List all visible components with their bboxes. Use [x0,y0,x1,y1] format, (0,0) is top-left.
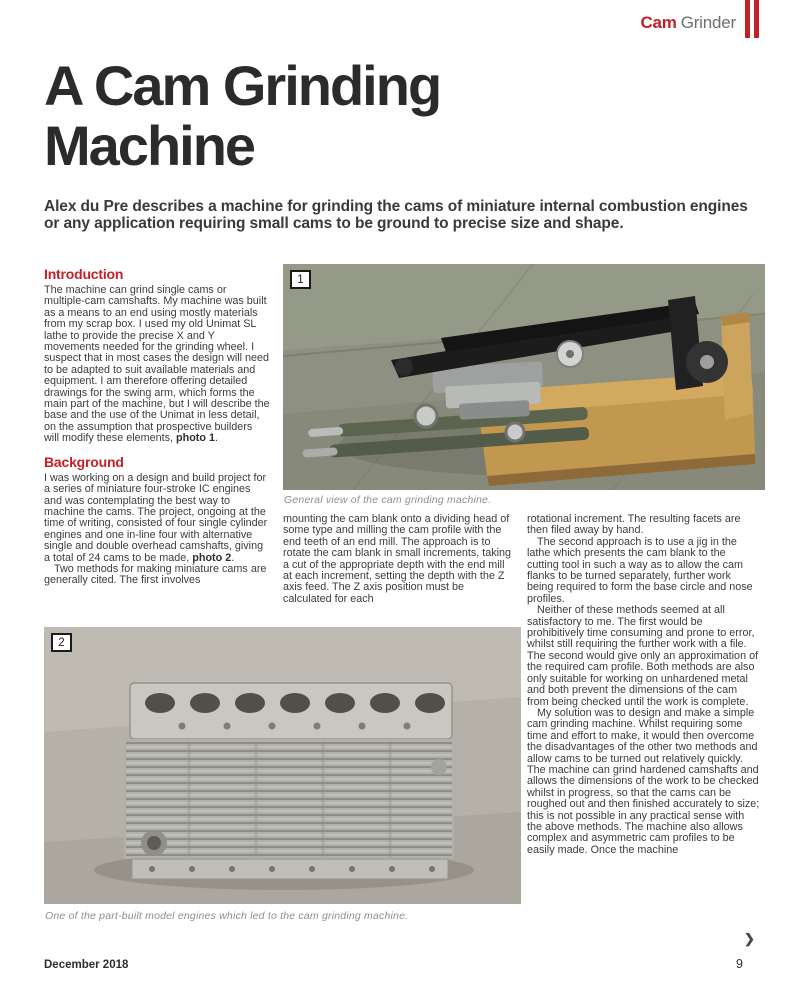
background-heading: Background [44,453,124,470]
photo-2-caption: One of the part-built model engines which led to the cam grinding machine. [45,910,409,922]
body-paragraph: rotational increment. The resulting facets are then filed away by hand. [527,513,741,537]
photo-1 [283,264,765,490]
footer-issue-date: December 2018 [44,959,129,971]
background-paragraph-1 [44,473,270,564]
photo-1-number-badge: 1 [290,270,311,289]
introduction-text: The machine can grind single cams or multiple-cam camshafts. My machine was built as a means to an end using mostly materials from my scrap box. I used my old Unimat SL lathe to provide the precise X and Y movements needed for the grinding wheel. I suspect that in most cases the design will need to be adapted to suit available materials and equipment. I am therefore offering detailed drawings for the swing arm, which forms the main part of the machine, but I will describe the base and the use of the Unimat in less detail, on the assumption that prospective builders will modify these elements, [44,284,270,445]
header-bars-decoration [745,0,759,38]
introduction-paragraph [44,285,270,445]
background-text: I was working on a design and build project for a series of miniature four-stroke IC engines and was contemplating the best way to machine the cams. The project, ongoing at the time of writing, consisted of four single cylinder engines and one in-line four with alternative single and double overhead camshafts, giving a total of 24 cams to be made, [44,471,268,564]
article-continues-icon: ❯ [744,931,755,946]
photo-2 [44,627,521,904]
red-bar [745,0,750,38]
introduction-heading: Introduction [44,266,124,282]
introduction-text-end: . [215,432,218,445]
body-paragraph: Neither of these methods seemed at all satisfactory to me. The first would be prohibitively time consuming and prone to error, whilst still requiring the further work with a file. The second would give only an approximation of the required cam profile. Both methods are also only suitable for working on unhardened metal and both prevent the dimensions of the cam from being checked until the work is complete. [527,604,759,708]
red-bar [754,0,759,38]
section-header-bold: Cam [640,13,677,32]
body-paragraph: The second approach is to use a jig in the lathe which presents the cam blank to the cutting tool in such a way as to allow the cam flanks to be turned separately, further work being required to form the base circle and nose profiles. [527,535,753,605]
section-header-rest: Grinder [680,13,736,32]
photo-1-caption: General view of the cam grinding machine. [284,494,492,506]
body-paragraph: My solution was to design and make a simple cam grinding machine. Whilst requiring some time and effort to make, it would then overcome the disadvantages of the other two methods and allow cams to be turned out relatively quickly. The machine can grind hardened camshafts and allows the dimensions of the work to be checked whilst in progress, so that the cams can be roughed out and then finished accurately to size; this is not possible in any practical sense with the above methods. The machine also allows complex and asymmetric cam profiles to be easily made. Once the machine [527,706,760,856]
column-left [44,266,270,587]
photo-2-number-badge: 2 [51,633,72,652]
column-right [527,514,760,856]
footer-page-number: 9 [736,957,743,971]
standfirst: Alex du Pre describes a machine for grinding the cams of miniature internal combustion engines or any application requiring small cams to be ground to precise size and shape. [44,198,748,232]
background-text-end: . [231,551,235,564]
cam-grinding-machine-photo [283,264,765,490]
body-paragraph: mounting the cam blank onto a dividing head of some type and milling the cam profile with the end teeth of an end mill. The approach is to rotate the cam blank in small increments, taking a cut of the appropriate depth with the end mill at each increment, setting the depth with the Z axis feed. The Z axis position must be calculated for each [283,513,512,605]
column-middle [283,514,512,605]
background-paragraph-2: Two methods for making miniature cams are generally cited. The first involves [44,562,267,587]
photo-2-reference: photo 2 [192,551,232,564]
page-title: A Cam Grinding Machine [44,54,441,177]
photo-1-reference: photo 1 [176,432,215,445]
model-engine-block-photo [44,627,521,904]
section-header [640,13,736,33]
